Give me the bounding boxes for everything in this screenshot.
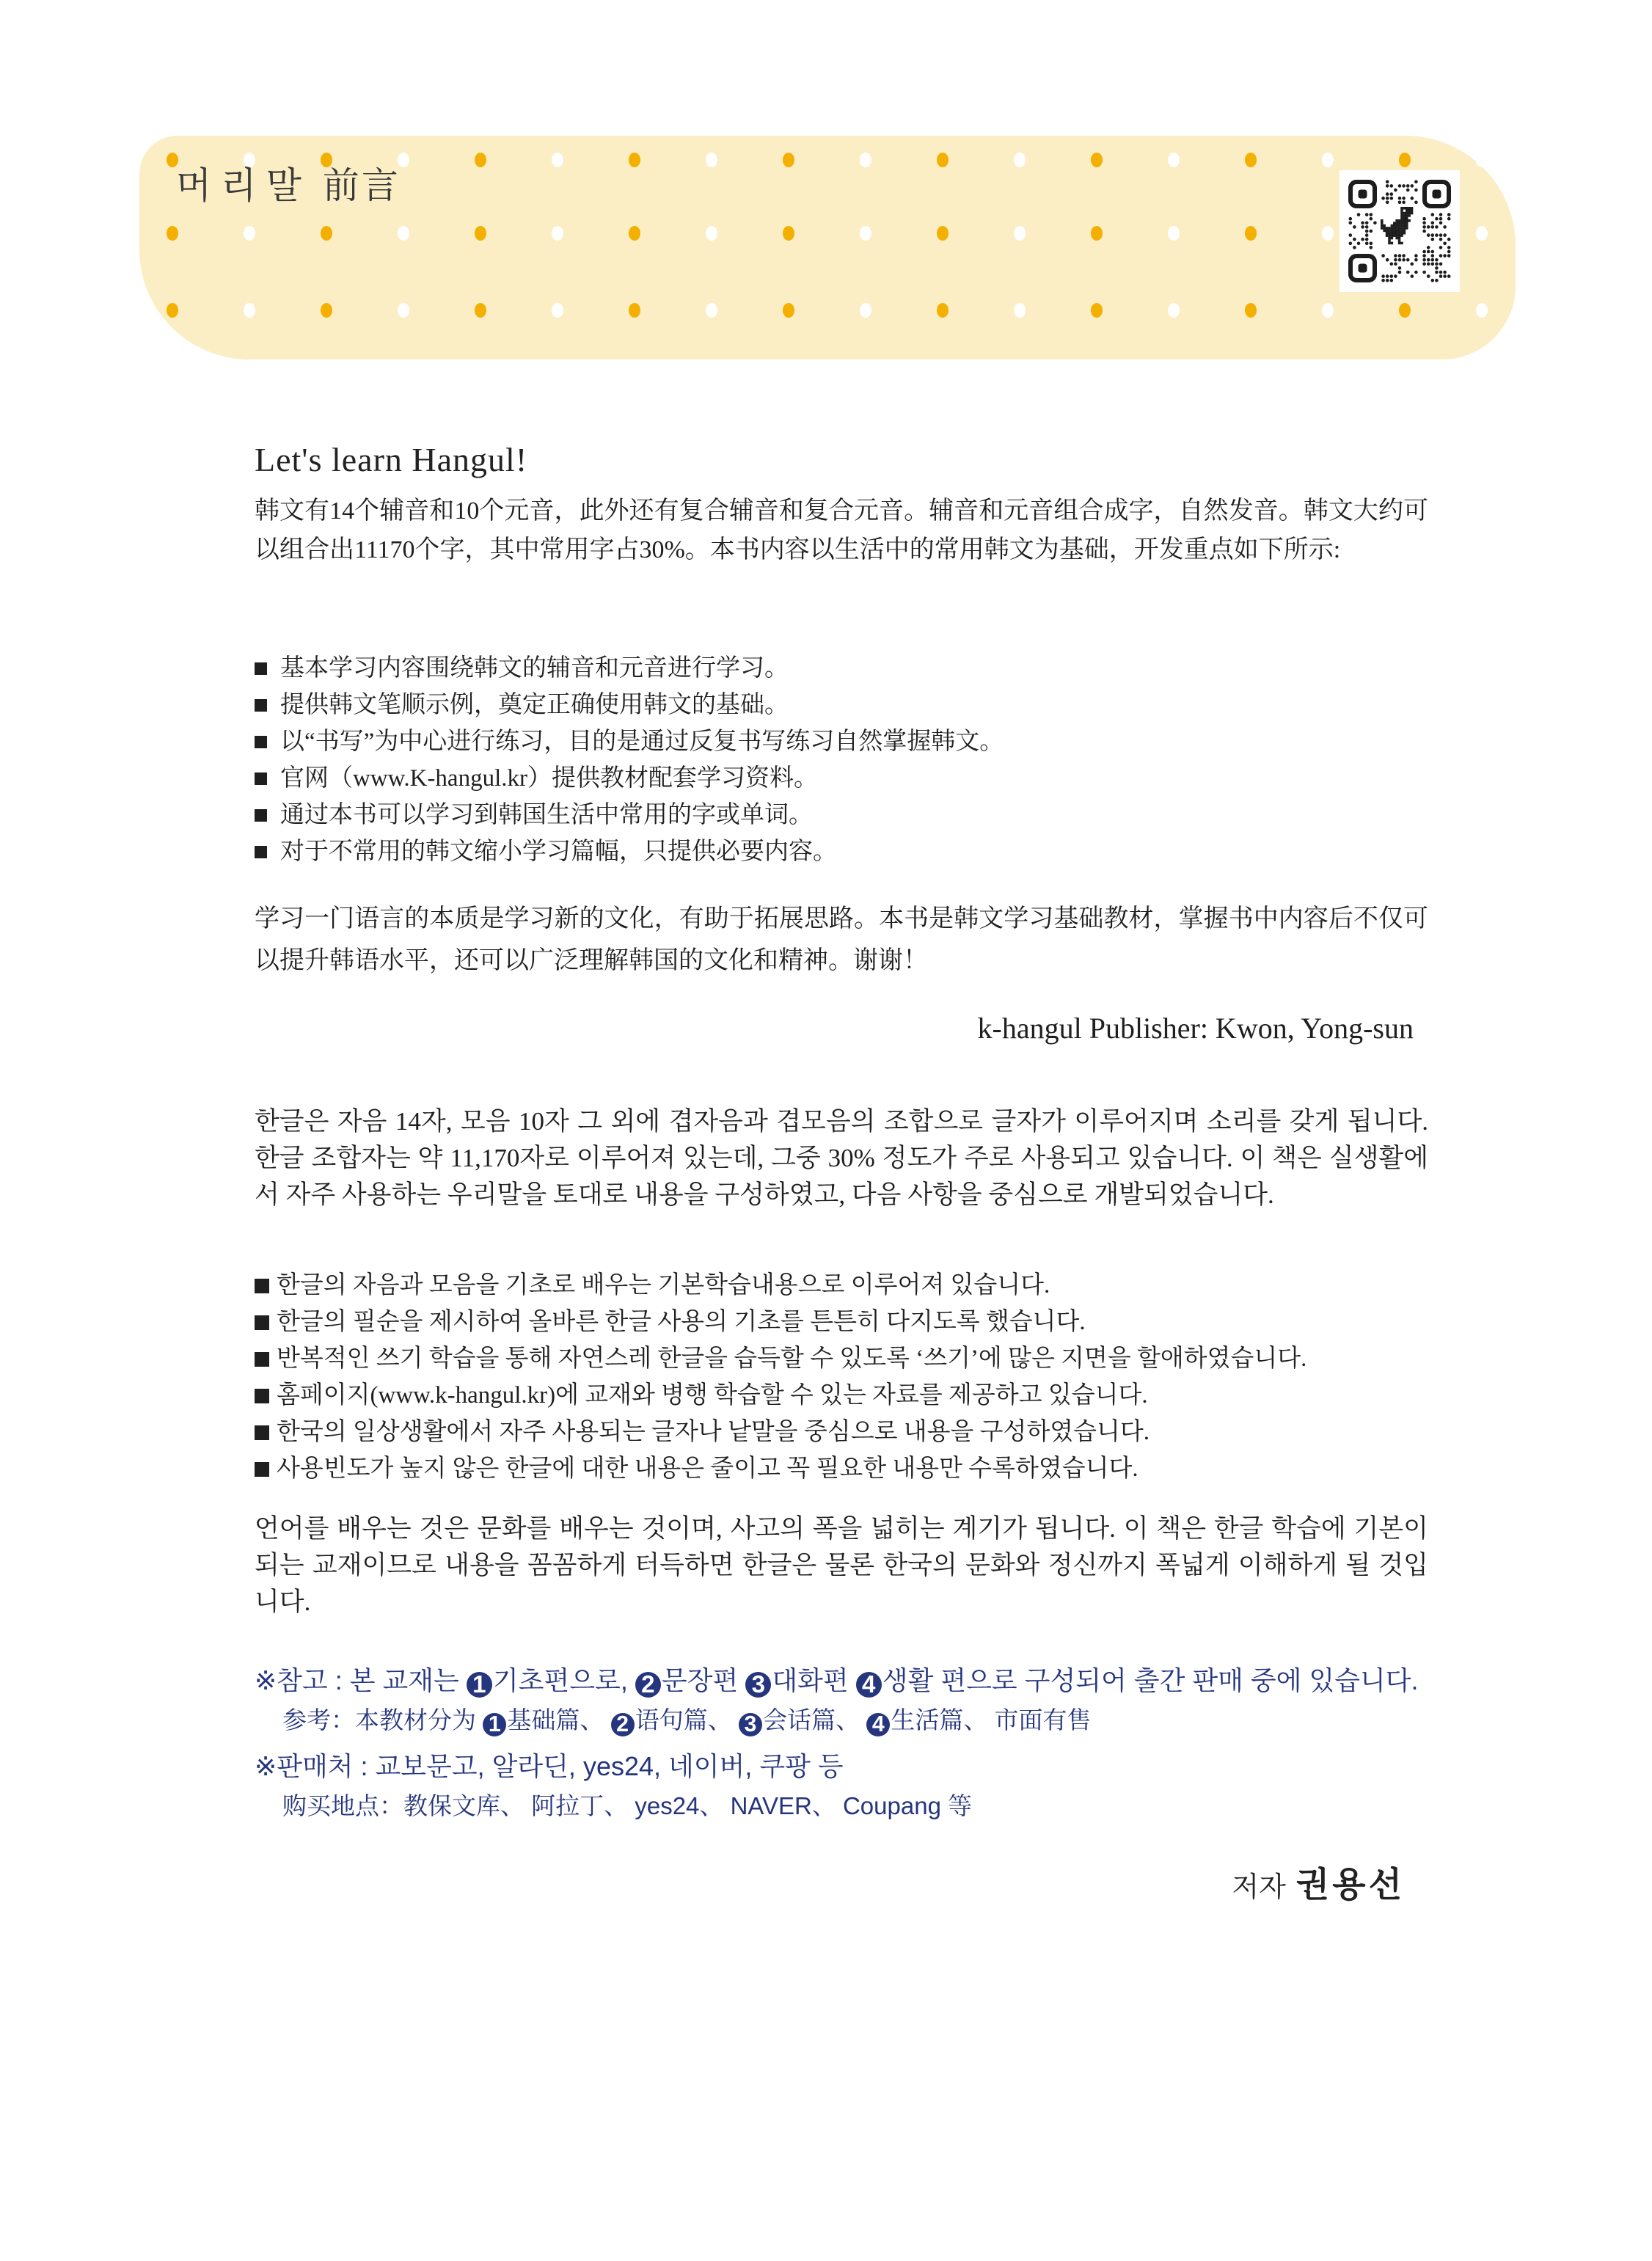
numbered-circle: 2 (611, 1713, 635, 1736)
white-dot (706, 226, 717, 241)
numbered-circle: 1 (483, 1713, 506, 1736)
white-dot (1322, 303, 1334, 318)
white-dot (1168, 226, 1180, 241)
list-item: 官网（www.K-hangul.kr）提供教材配套学习资料。 (255, 760, 1428, 797)
orange-dot (1399, 153, 1411, 167)
page-title (176, 156, 401, 209)
orange-dot (1245, 303, 1257, 318)
list-item: 对于不常用的韩文缩小学习篇幅，只提供必要内容。 (255, 833, 1428, 870)
white-dot (244, 303, 255, 318)
orange-dot (167, 303, 178, 318)
orange-dot (937, 153, 949, 167)
orange-dot (783, 153, 794, 167)
qr-finder-square (1425, 182, 1449, 206)
qr-finder-square (1351, 182, 1375, 206)
qr-code (1339, 170, 1460, 292)
korean-intro-paragraph: 한글은 자음 14자, 모음 10자 그 외에 겹자음과 겹모음의 조합으로 글자가 이루어지며 소리를 갖게 됩니다. 한글 조합자는 약 11,170자로 이루어져 있는데, 그중 30% 정도가 주로 사용되고 있습니다. 이 책은 실생활에서 자주 사용하는 우리말을 토대로 내용을 구성하였고, 다음 사항을 중심으로 개발되었습니다. (255, 1107, 1428, 1209)
white-dot (1014, 153, 1026, 167)
numbered-circle: 2 (635, 1672, 661, 1698)
orange-dot (1091, 303, 1103, 318)
list-item: 반복적인 쓰기 학습을 통해 자연스레 한글을 습득할 수 있도록 ‘쓰기’에 많은 지면을 할애하였습니다. (255, 1340, 1428, 1377)
chinese-intro-paragraph: 韩文有14个辅音和10个元音，此外还有复合辅音和复合元音。辅音和元音组合成字，自然发音。韩文大约可以组合出11170个字，其中常用字占30%。本书内容以生活中的常用韩文为基础，开发重点如下所示: (255, 497, 1428, 563)
white-dot (860, 303, 871, 318)
korean-closing-paragraph: 언어를 배우는 것은 문화를 배우는 것이며, 사고의 폭을 넓히는 계기가 됩니다. 이 책은 한글 학습에 기본이 되는 교재이므로 내용을 꼼꼼하게 터득하면 한글은 물론 한국의 문화와 정신까지 폭넓게 이해하게 될 것입니다. (255, 1514, 1428, 1616)
white-dot (1476, 303, 1488, 318)
white-dot (552, 226, 563, 241)
orange-dot (1245, 226, 1257, 241)
note-line: 购买地点：教保文库、 阿拉丁、 yes24、 NAVER、 Coupang 等 (282, 1791, 973, 1819)
note-line: 参考：本教材分为 1 基础篇、 2 语句篇、 3 会话篇、 4 生活篇、 市面有售 (282, 1706, 1092, 1736)
orange-dot (783, 226, 794, 241)
white-dot (244, 226, 255, 241)
orange-dot (629, 226, 640, 241)
orange-dot (1091, 226, 1103, 241)
qr-pattern (1348, 180, 1451, 282)
orange-dot (629, 153, 640, 167)
white-dot (1014, 303, 1026, 318)
list-item: 한글의 필순을 제시하여 올바른 한글 사용의 기초를 튼튼히 다지도록 했습니다. (255, 1304, 1428, 1340)
list-item: 한글의 자음과 모음을 기초로 배우는 기본학습내용으로 이루어져 있습니다. (255, 1267, 1428, 1304)
numbered-circle: 3 (745, 1672, 771, 1698)
author-name: 권용선 (1295, 1866, 1405, 1904)
section-heading: Let's learn Hangul! (255, 441, 528, 478)
orange-dot (629, 303, 640, 318)
white-dot (860, 153, 871, 167)
publisher-line: k-hangul Publisher: Kwon, Yong-sun (977, 1012, 1414, 1045)
orange-dot (321, 226, 332, 241)
dino-icon (1381, 207, 1413, 244)
white-dot (1476, 226, 1488, 241)
author-label: 저자 (1232, 1872, 1286, 1903)
white-dot (706, 153, 717, 167)
author-line (255, 1858, 1428, 1907)
note-line: ※참고 : 본 교재는 1 기초편으로, 2 문장편 3 대화편 4 생활 편으로 구성되어 출간 판매 중에 있습니다. (255, 1665, 1419, 1698)
white-dot (1168, 153, 1180, 167)
orange-dot (1399, 303, 1411, 318)
orange-dot (1091, 153, 1103, 167)
notes-block (255, 1664, 1546, 1835)
orange-dot (475, 303, 486, 318)
orange-dot (783, 303, 794, 318)
page-title-korean: 머리말 (176, 165, 311, 206)
white-dot (1014, 226, 1026, 241)
list-item: 提供韩文笔顺示例，奠定正确使用韩文的基础。 (255, 687, 1428, 723)
white-dot (1322, 226, 1334, 241)
numbered-circle: 3 (739, 1713, 762, 1736)
list-item: 사용빈도가 높지 않은 한글에 대한 내용은 줄이고 꼭 필요한 내용만 수록하였습니다. (255, 1450, 1428, 1487)
orange-dot (475, 153, 486, 167)
orange-dot (321, 303, 332, 318)
list-item: 以“书写”为中心进行练习，目的是通过反复书写练习自然掌握韩文。 (255, 723, 1428, 760)
orange-dot (937, 226, 949, 241)
white-dot (398, 303, 409, 318)
orange-dot (1245, 153, 1257, 167)
white-dot (1476, 153, 1488, 167)
numbered-circle: 1 (467, 1672, 492, 1698)
white-dot (706, 303, 717, 318)
orange-dot (167, 226, 178, 241)
korean-bullet-list (255, 1267, 1428, 1487)
header-banner (139, 136, 1516, 359)
list-item: 홈페이지(www.k-hangul.kr)에 교재와 병행 학습할 수 있는 자료를 제공하고 있습니다. (255, 1377, 1428, 1414)
white-dot (552, 153, 563, 167)
white-dot (552, 303, 563, 318)
numbered-circle: 4 (866, 1713, 890, 1736)
orange-dot (937, 303, 949, 318)
white-dot (1168, 303, 1180, 318)
list-item: 基本学习内容围绕韩文的辅音和元音进行学习。 (255, 650, 1428, 687)
qr-finder-square (1351, 256, 1375, 280)
note-line: ※판매처 : 교보문고, 알라딘, yes24, 네이버, 쿠팡 등 (255, 1750, 844, 1781)
chinese-bullet-list (255, 650, 1428, 870)
white-dot (860, 226, 871, 241)
chinese-closing-paragraph: 学习一门语言的本质是学习新的文化，有助于拓展思路。本书是韩文学习基础教材，掌握书中内容后不仅可以提升韩语水平，还可以广泛理解韩国的文化和精神。谢谢！ (255, 905, 1428, 974)
white-dot (398, 226, 409, 241)
numbered-circle: 4 (856, 1672, 882, 1698)
page-title-chinese: 前言 (322, 165, 401, 206)
white-dot (1322, 153, 1334, 167)
list-item: 通过本书可以学习到韩国生活中常用的字或单词。 (255, 797, 1428, 833)
list-item: 한국의 일상생활에서 자주 사용되는 글자나 낱말을 중심으로 내용을 구성하였습니다. (255, 1414, 1428, 1450)
orange-dot (475, 226, 486, 241)
